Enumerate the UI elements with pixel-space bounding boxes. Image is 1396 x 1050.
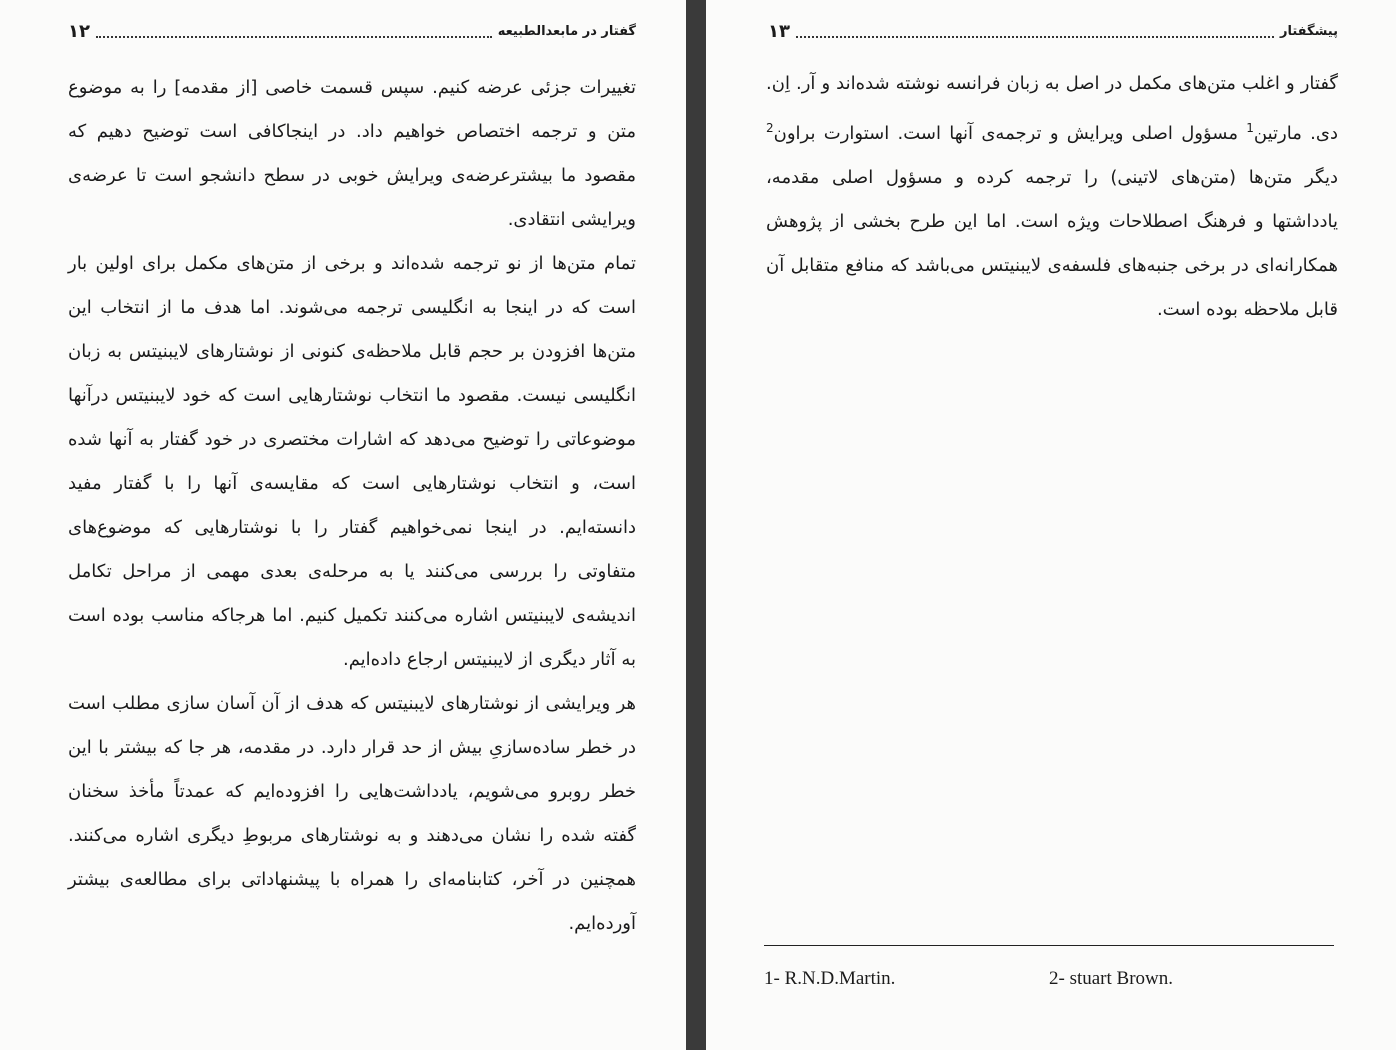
- right-paragraph-part-2: مسؤول اصلی ویرایش و ترجمه‌ی آنها است. استوارت براون: [773, 123, 1238, 144]
- book-gutter: [686, 0, 706, 1050]
- footnote-2: 2- stuart Brown.: [1049, 968, 1174, 989]
- right-page: [706, 0, 1396, 1050]
- right-body-text: [766, 62, 1338, 332]
- left-running-header: [68, 17, 636, 45]
- right-paragraph: [766, 62, 1338, 332]
- right-page-number: ۱۳: [768, 20, 790, 42]
- footnote-marker-2: 2: [766, 121, 774, 135]
- right-running-header: [768, 17, 1338, 45]
- footnote-1: 1- R.N.D.Martin.: [764, 968, 896, 989]
- left-page: [0, 0, 686, 1050]
- header-leader-dots: [796, 24, 1274, 38]
- right-paragraph-part-3: دیگر متن‌ها (متن‌های لاتینی) را ترجمه کرده و مسؤول اصلی مقدمه، یادداشتها و فرهنگ اصطلاحات ویژه است. اما این طرح بخشی از پژوهش همکارانه‌ای در برخی جنبه‌های فلسفه‌ی لایبنیتس می‌باشد که منافع متقابل آن قابل ملاحظه بوده است.: [766, 167, 1338, 320]
- left-paragraph-1: تغییرات جزئی عرضه کنیم. سپس قسمت خاصی [از مقدمه] را به موضوع متن و ترجمه اختصاص خواهیم داد. در اینجاکافی است توضیح دهیم که مقصود ما بیشترعرضه‌ی ویرایش خوبی در سطح دانشجو است تا عرضه‌ی ویرایشی انتقادی.: [68, 77, 636, 230]
- left-paragraph-2: تمام متن‌ها از نو ترجمه شده‌اند و برخی از متن‌های مکمل برای اولین بار است که در اینجا به انگلیسی ترجمه می‌شوند. اما هدف ما از انتخاب این متن‌ها افزودن بر حجم قابل ملاحظه‌ی کنونی از نوشتارهای لایبنیتس به زبان انگلیسی نیست. مقصود ما انتخاب نوشتارهایی است که خود لایبنیتس درآنها موضوعاتی را توضیح می‌دهد که اشارات مختصری در خود گفتار به آنها شده است، و انتخاب نوشتارهایی است که مقایسه‌ی آنها را با گفتار مفید دانسته‌ایم. در اینجا نمی‌خواهیم گفتار را با نوشتارهایی که موضوع‌های متفاوتی را بررسی می‌کنند یا به مرحله‌ی بعدی مهمی از مراحل تکامل اندیشه‌ی لایبنیتس اشاره می‌کنند تکمیل کنیم. اما هرجاکه مناسب بوده است به آثار دیگری از لایبنیتس ارجاع داده‌ایم.: [68, 253, 636, 670]
- left-body-text: [68, 66, 636, 946]
- left-paragraph-3: هر ویرایشی از نوشتارهای لایبنیتس که هدف از آن آسان سازی مطلب است در خطر ساده‌سازیِ بیش از حد قرار دارد. در مقدمه، هر جا که بیشتر با این خطر روبرو می‌شویم، یادداشت‌هایی را افزوده‌ایم که عمدتاً مأخذ سخنان گفته شده را نشان می‌دهند و به نوشتارهای مربوطِ دیگری اشاره می‌کنند. همچنین در آخر، کتابنامه‌ای را همراه با پیشنهاداتی برای مطالعه‌ی بیشتر آورده‌ایم.: [68, 693, 636, 934]
- header-leader-dots: [96, 24, 492, 38]
- footnote-separator: [764, 945, 1334, 946]
- right-paragraph-part-1: گفتار و اغلب متن‌های مکمل در اصل به زبان فرانسه نوشته شده‌اند و آر. اِن. دی. مارتین: [766, 73, 1338, 144]
- footnote-marker-1: 1: [1246, 121, 1254, 135]
- left-running-title: گفتار در مابعدالطبیعه: [497, 23, 636, 39]
- left-page-number: ۱۲: [68, 20, 90, 42]
- right-running-title: پیشگفتار: [1279, 23, 1338, 39]
